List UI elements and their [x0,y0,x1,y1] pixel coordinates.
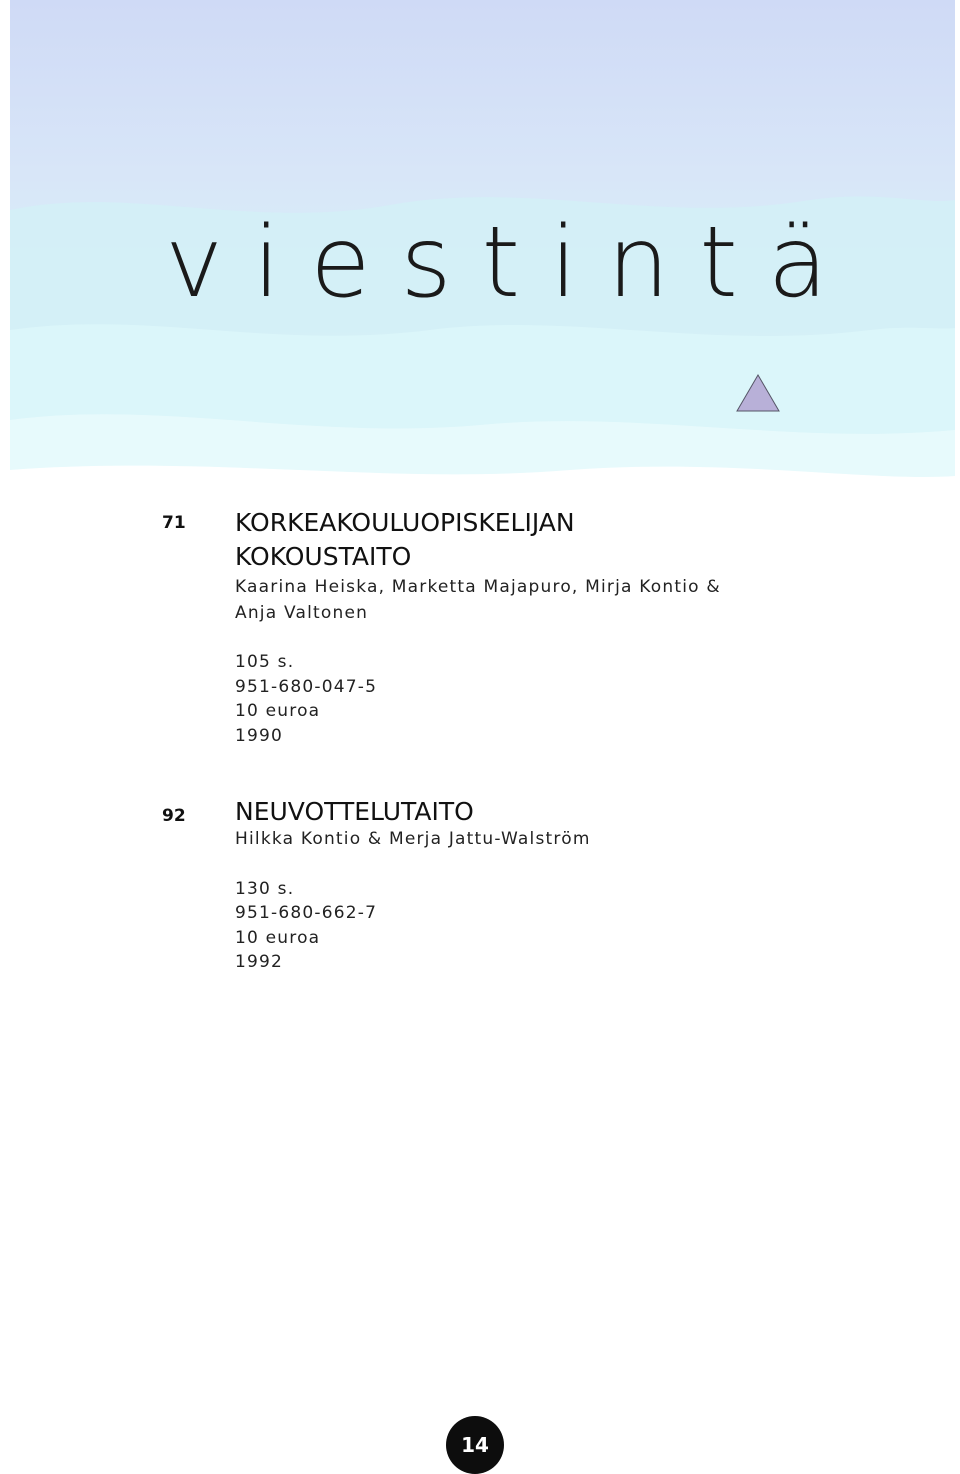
page-number: 14 [461,1433,489,1457]
entry-title-line: KORKEAKOULUOPISKELIJAN [235,508,575,537]
entry-author-line: Anja Valtonen [235,602,369,623]
entry-number: 71 [162,513,186,533]
entry-year: 1990 [235,725,284,746]
section-title: viestintä [165,206,858,320]
entry-author-line: Hilkka Kontio & Merja Jattu-Walström [235,829,591,849]
entry-year: 1992 [235,952,284,972]
entry-body [235,505,795,748]
entry-price: 10 euroa [235,927,321,948]
entry-number: 92 [162,806,186,826]
entry-title-line: NEUVOTTELUTAITO [235,797,474,826]
entry-pages: 105 s. [235,652,295,672]
triangle-marker-icon [735,373,781,413]
entry-pages: 130 s. [235,878,295,899]
entry-body [235,794,795,975]
entry-isbn: 951-680-662-7 [235,903,378,923]
page-number-badge [446,1416,504,1474]
entry-isbn: 951-680-047-5 [235,676,378,697]
entry-title-line: KOKOUSTAITO [235,542,412,571]
entry-author-line: Kaarina Heiska, Marketta Majapuro, Mirja Kontio & [235,577,721,597]
entry-price: 10 euroa [235,701,321,721]
